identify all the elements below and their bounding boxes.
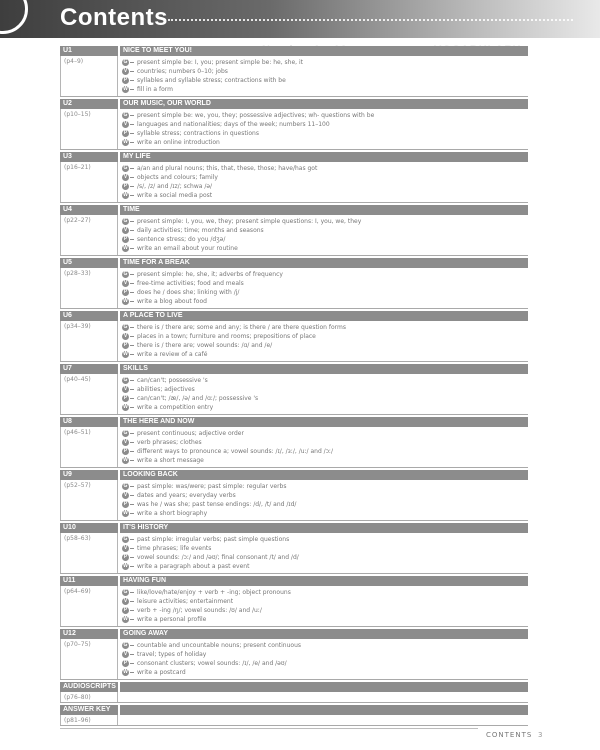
category-dash: [130, 142, 134, 143]
unit-pages: (p64–69): [60, 586, 118, 626]
item-text: write a short biography: [137, 510, 208, 517]
unit-code: U12: [60, 629, 118, 639]
category-dash: [130, 460, 134, 461]
item-text: countries; numbers 0–10; jobs: [137, 68, 228, 75]
contents-item: [122, 279, 528, 288]
contents-item: [122, 668, 528, 677]
unit-section: [60, 364, 528, 415]
category-icon: G: [123, 483, 128, 489]
extra-section: [60, 705, 528, 726]
unit-header: [60, 99, 528, 109]
contents-item: [122, 588, 528, 597]
item-text: vowel sounds: /ɔː/ and /əʊ/; final consonant /t/ and /d/: [137, 554, 299, 561]
category-dash: [130, 292, 134, 293]
contents-item: [122, 385, 528, 394]
unit-title: LOOKING BACK: [120, 470, 528, 480]
contents-item: [122, 403, 528, 412]
unit-lines: [118, 215, 528, 255]
category-dash: [130, 433, 134, 434]
item-text: abilities; adjectives: [137, 386, 195, 393]
unit-pages: (p70–75): [60, 639, 118, 679]
category-icon: G: [123, 377, 128, 383]
contents-item: [122, 544, 528, 553]
unit-title: THE HERE AND NOW: [120, 417, 528, 427]
item-text: different ways to pronounce a; vowel sounds: /ɪ/, /ɜː/, /uː/ and /ɔː/: [137, 448, 334, 455]
unit-code: U1: [60, 46, 118, 56]
contents-item: [122, 288, 528, 297]
item-text: write a postcard: [137, 669, 186, 676]
contents-item: [122, 297, 528, 306]
unit-title: GOING AWAY: [120, 629, 528, 639]
unit-lines: [118, 427, 528, 467]
item-text: consonant clusters; vowel sounds: /ɪ/, /e/ and /əʊ/: [137, 660, 287, 667]
contents-item: [122, 182, 528, 191]
extra-body: [60, 692, 528, 703]
unit-body: [60, 639, 528, 680]
unit-header: [60, 523, 528, 533]
contents-item: [122, 456, 528, 465]
category-icon: V: [123, 651, 128, 657]
item-text: write a review of a café: [137, 351, 208, 358]
category-dash: [130, 124, 134, 125]
unit-pages: (p28–33): [60, 268, 118, 308]
contents-item: [122, 482, 528, 491]
category-icon: P: [123, 554, 128, 560]
contents-item: [122, 226, 528, 235]
item-text: present simple be: we, you, they; possessive adjectives; wh- questions with be: [137, 112, 375, 119]
unit-pages: (p34–39): [60, 321, 118, 361]
unit-section: [60, 205, 528, 256]
category-dash: [130, 239, 134, 240]
unit-title: A PLACE TO LIVE: [120, 311, 528, 321]
item-text: fill in a form: [137, 86, 173, 93]
contents-item: [122, 164, 528, 173]
category-icon: W: [123, 351, 128, 357]
unit-title: SKILLS: [120, 364, 528, 374]
category-icon: G: [123, 536, 128, 542]
unit-pages: (p46–51): [60, 427, 118, 467]
category-icon: V: [123, 280, 128, 286]
category-icon: W: [123, 616, 128, 622]
contents-item: [122, 76, 528, 85]
contents-item: [122, 85, 528, 94]
category-icon: P: [123, 130, 128, 136]
unit-lines: [118, 639, 528, 679]
category-icon: V: [123, 68, 128, 74]
contents-item: [122, 429, 528, 438]
contents-item: [122, 191, 528, 200]
contents-item: [122, 376, 528, 385]
unit-pages: (p40–45): [60, 374, 118, 414]
category-icon: W: [123, 298, 128, 304]
unit-lines: [118, 268, 528, 308]
contents-item: [122, 641, 528, 650]
item-text: there is / there are; some and any; is there / are there question forms: [137, 324, 346, 331]
unit-title: NICE TO MEET YOU!: [120, 46, 528, 56]
category-dash: [130, 230, 134, 231]
category-icon: W: [123, 86, 128, 92]
contents-item: [122, 244, 528, 253]
contents-item: [122, 562, 528, 571]
item-text: present simple: I, you, we, they; present simple questions: I, you, we, they: [137, 218, 362, 225]
category-dash: [130, 133, 134, 134]
unit-header: [60, 205, 528, 215]
contents-item: [122, 111, 528, 120]
category-icon: V: [123, 545, 128, 551]
category-dash: [130, 398, 134, 399]
contents-item: [122, 491, 528, 500]
category-dash: [130, 336, 134, 337]
category-icon: G: [123, 589, 128, 595]
unit-section: [60, 99, 528, 150]
extra-body: [60, 715, 528, 726]
category-dash: [130, 504, 134, 505]
extra-title: ANSWER KEY: [60, 705, 118, 715]
item-text: present simple be: I, you; present simple be: he, she, it: [137, 59, 304, 66]
category-dash: [130, 557, 134, 558]
contents-item: [122, 606, 528, 615]
category-icon: P: [123, 289, 128, 295]
category-icon: G: [123, 642, 128, 648]
unit-code: U2: [60, 99, 118, 109]
category-icon: G: [123, 218, 128, 224]
contents-item: [122, 553, 528, 562]
unit-body: [60, 268, 528, 309]
page-title: Contents: [60, 4, 168, 31]
contents-item: [122, 535, 528, 544]
item-text: time phrases; life events: [137, 545, 212, 552]
unit-body: [60, 321, 528, 362]
contents-item: [122, 615, 528, 624]
category-icon: G: [123, 324, 128, 330]
unit-body: [60, 586, 528, 627]
contents-item: [122, 129, 528, 138]
unit-section: [60, 258, 528, 309]
header-curve-decoration: [0, 0, 28, 34]
category-dash: [130, 610, 134, 611]
unit-pages: (p16–21): [60, 162, 118, 202]
extra-header: [60, 705, 528, 715]
category-dash: [130, 654, 134, 655]
category-dash: [130, 195, 134, 196]
item-text: can/can't; /æ/, /ə/ and /ɑː/; possessive 's: [137, 395, 259, 402]
category-dash: [130, 71, 134, 72]
unit-code: U8: [60, 417, 118, 427]
header-dotted-rule: [168, 19, 573, 21]
category-dash: [130, 663, 134, 664]
category-dash: [130, 486, 134, 487]
contents-item: [122, 217, 528, 226]
category-icon: G: [123, 430, 128, 436]
item-text: there is / there are; vowel sounds: /ɑ/ and /e/: [137, 342, 273, 349]
category-icon: P: [123, 448, 128, 454]
item-text: past simple: was/were; past simple: regular verbs: [137, 483, 287, 490]
item-text: write a short message: [137, 457, 204, 464]
item-text: does he / does she; linking with /j/: [137, 289, 240, 296]
item-text: present simple: he, she, it; adverbs of frequency: [137, 271, 283, 278]
category-icon: P: [123, 77, 128, 83]
contents-item: [122, 394, 528, 403]
category-dash: [130, 513, 134, 514]
category-dash: [130, 327, 134, 328]
item-text: /s/, /z/ and /ɪz/; schwa /ə/: [137, 183, 213, 190]
unit-lines: [118, 162, 528, 202]
contents-item: [122, 173, 528, 182]
item-text: free-time activities; food and meals: [137, 280, 244, 287]
unit-section: [60, 311, 528, 362]
unit-pages: (p22–27): [60, 215, 118, 255]
extra-lines: [118, 715, 528, 725]
category-icon: P: [123, 607, 128, 613]
unit-code: U11: [60, 576, 118, 586]
unit-section: [60, 417, 528, 468]
contents-item: [122, 332, 528, 341]
contents-item: [122, 509, 528, 518]
category-dash: [130, 407, 134, 408]
category-icon: G: [123, 59, 128, 65]
unit-body: [60, 533, 528, 574]
category-dash: [130, 345, 134, 346]
unit-title: MY LIFE: [120, 152, 528, 162]
category-dash: [130, 283, 134, 284]
unit-body: [60, 215, 528, 256]
unit-pages: (p10–15): [60, 109, 118, 149]
contents-item: [122, 350, 528, 359]
category-dash: [130, 168, 134, 169]
item-text: write a competition entry: [137, 404, 214, 411]
unit-code: U6: [60, 311, 118, 321]
category-dash: [130, 601, 134, 602]
unit-code: U7: [60, 364, 118, 374]
item-text: write an online introduction: [137, 139, 220, 146]
unit-body: [60, 162, 528, 203]
item-text: present continuous; adjective order: [137, 430, 244, 437]
contents-item: [122, 438, 528, 447]
category-icon: P: [123, 236, 128, 242]
item-text: leisure activities; entertainment: [137, 598, 234, 605]
unit-body: [60, 427, 528, 468]
unit-title: IT'S HISTORY: [120, 523, 528, 533]
item-text: objects and colours; family: [137, 174, 218, 181]
footer-rule: [60, 728, 478, 729]
category-icon: V: [123, 174, 128, 180]
unit-section: [60, 523, 528, 574]
unit-code: U10: [60, 523, 118, 533]
unit-lines: [118, 480, 528, 520]
category-dash: [130, 539, 134, 540]
item-text: syllable stress; contractions in questions: [137, 130, 259, 137]
contents-item: [122, 650, 528, 659]
page-number: 3: [538, 731, 543, 739]
category-dash: [130, 592, 134, 593]
extra-title-bar: [120, 682, 528, 692]
category-icon: P: [123, 342, 128, 348]
unit-section: [60, 152, 528, 203]
unit-code: U4: [60, 205, 118, 215]
category-dash: [130, 672, 134, 673]
extra-title: AUDIOSCRIPTS: [60, 682, 118, 692]
unit-lines: [118, 533, 528, 573]
unit-code: U3: [60, 152, 118, 162]
contents-item: [122, 138, 528, 147]
unit-header: [60, 576, 528, 586]
extra-pages: (p81–96): [60, 715, 118, 725]
contents-item: [122, 597, 528, 606]
category-icon: P: [123, 395, 128, 401]
unit-body: [60, 480, 528, 521]
category-icon: G: [123, 271, 128, 277]
category-icon: V: [123, 492, 128, 498]
category-icon: V: [123, 121, 128, 127]
extra-pages: (p76–80): [60, 692, 118, 702]
category-dash: [130, 566, 134, 567]
item-text: verb + -ing /ŋ/; vowel sounds: /ʊ/ and /uː/: [137, 607, 262, 614]
item-text: like/love/hate/enjoy + verb + -ing; object pronouns: [137, 589, 291, 596]
unit-lines: [118, 321, 528, 361]
category-icon: G: [123, 112, 128, 118]
contents-item: [122, 235, 528, 244]
unit-header: [60, 258, 528, 268]
item-text: places in a town; furniture and rooms; prepositions of place: [137, 333, 316, 340]
header-banner: [0, 0, 600, 38]
category-icon: V: [123, 439, 128, 445]
category-icon: V: [123, 386, 128, 392]
contents-item: [122, 447, 528, 456]
item-text: countable and uncountable nouns; present continuous: [137, 642, 302, 649]
unit-title: OUR MUSIC, OUR WORLD: [120, 99, 528, 109]
item-text: write a social media post: [137, 192, 213, 199]
category-dash: [130, 221, 134, 222]
contents-item: [122, 500, 528, 509]
category-dash: [130, 442, 134, 443]
category-dash: [130, 177, 134, 178]
category-icon: W: [123, 510, 128, 516]
category-dash: [130, 301, 134, 302]
unit-title: HAVING FUN: [120, 576, 528, 586]
unit-header: [60, 152, 528, 162]
extra-title-bar: [120, 705, 528, 715]
category-icon: V: [123, 598, 128, 604]
item-text: past simple: irregular verbs; past simple questions: [137, 536, 290, 543]
item-text: write a personal profile: [137, 616, 207, 623]
item-text: can/can't; possessive 's: [137, 377, 208, 384]
category-icon: P: [123, 660, 128, 666]
unit-header: [60, 470, 528, 480]
unit-section: [60, 470, 528, 521]
category-dash: [130, 495, 134, 496]
item-text: syllables and syllable stress; contractions with be: [137, 77, 286, 84]
category-dash: [130, 274, 134, 275]
unit-section: [60, 576, 528, 627]
unit-pages: (p58–63): [60, 533, 118, 573]
unit-header: [60, 629, 528, 639]
category-icon: P: [123, 183, 128, 189]
item-text: sentence stress; do you /dʒə/: [137, 236, 226, 243]
category-icon: W: [123, 192, 128, 198]
category-dash: [130, 645, 134, 646]
unit-body: [60, 56, 528, 97]
item-text: verb phrases; clothes: [137, 439, 202, 446]
category-dash: [130, 89, 134, 90]
unit-pages: (p52–57): [60, 480, 118, 520]
category-dash: [130, 548, 134, 549]
extra-section: [60, 682, 528, 703]
item-text: dates and years; everyday verbs: [137, 492, 236, 499]
unit-body: [60, 374, 528, 415]
unit-title: TIME: [120, 205, 528, 215]
unit-body: [60, 109, 528, 150]
item-text: write a blog about food: [137, 298, 207, 305]
extra-lines: [118, 692, 528, 702]
contents-item: [122, 58, 528, 67]
unit-lines: [118, 109, 528, 149]
category-dash: [130, 389, 134, 390]
category-icon: W: [123, 139, 128, 145]
extra-header: [60, 682, 528, 692]
unit-title: TIME FOR A BREAK: [120, 258, 528, 268]
contents-item: [122, 120, 528, 129]
contents-item: [122, 323, 528, 332]
contents-item: [122, 341, 528, 350]
category-dash: [130, 380, 134, 381]
unit-lines: [118, 586, 528, 626]
item-text: write an email about your routine: [137, 245, 238, 252]
contents-item: [122, 659, 528, 668]
category-dash: [130, 62, 134, 63]
unit-code: U9: [60, 470, 118, 480]
item-text: languages and nationalities; days of the week; numbers 11–100: [137, 121, 330, 128]
category-dash: [130, 80, 134, 81]
unit-header: [60, 46, 528, 56]
category-icon: V: [123, 227, 128, 233]
item-text: was he / was she; past tense endings: /d/, /t/ and /ɪd/: [137, 501, 297, 508]
item-text: travel; types of holiday: [137, 651, 207, 658]
contents-item: [122, 270, 528, 279]
unit-lines: [118, 374, 528, 414]
unit-section: [60, 629, 528, 680]
category-icon: G: [123, 165, 128, 171]
item-text: a/an and plural nouns; this, that, these, those; have/has got: [137, 165, 318, 172]
contents-table: [60, 46, 528, 728]
unit-header: [60, 364, 528, 374]
category-dash: [130, 248, 134, 249]
footer-label: CONTENTS: [486, 731, 533, 739]
unit-code: U5: [60, 258, 118, 268]
category-icon: W: [123, 457, 128, 463]
category-dash: [130, 619, 134, 620]
category-dash: [130, 451, 134, 452]
category-dash: [130, 115, 134, 116]
unit-pages: (p4–9): [60, 56, 118, 96]
unit-lines: [118, 56, 528, 96]
category-icon: W: [123, 563, 128, 569]
contents-item: [122, 67, 528, 76]
unit-section: [60, 46, 528, 97]
category-icon: P: [123, 501, 128, 507]
category-icon: V: [123, 333, 128, 339]
item-text: daily activities; time; months and seasons: [137, 227, 264, 234]
unit-header: [60, 311, 528, 321]
unit-header: [60, 417, 528, 427]
category-dash: [130, 354, 134, 355]
category-icon: W: [123, 404, 128, 410]
category-dash: [130, 186, 134, 187]
item-text: write a paragraph about a past event: [137, 563, 250, 570]
category-icon: W: [123, 245, 128, 251]
category-icon: W: [123, 669, 128, 675]
